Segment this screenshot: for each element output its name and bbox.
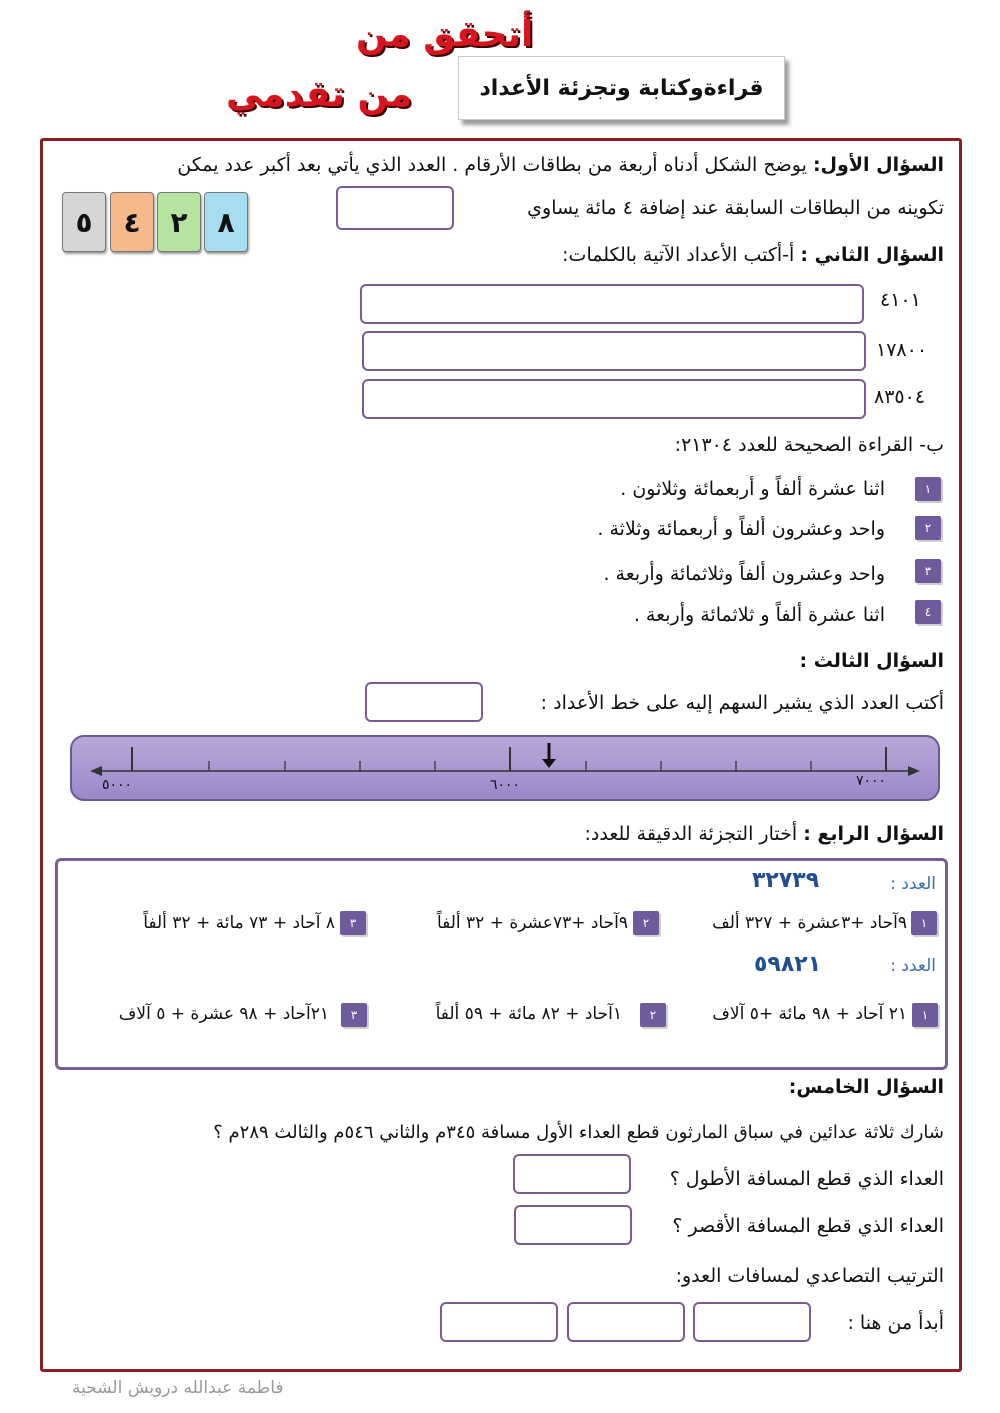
q2-answer-box-3[interactable] xyxy=(362,379,866,419)
number-line-ticks xyxy=(132,747,886,771)
q2-answer-box-2[interactable] xyxy=(362,331,866,371)
q2-option-badge-4[interactable] xyxy=(915,600,941,624)
q4-item2-num-3: ٣ xyxy=(350,1008,358,1022)
q5-order-box-2[interactable] xyxy=(567,1302,685,1342)
q5-shortest-answer-box[interactable] xyxy=(514,1205,632,1245)
digit-card-2 xyxy=(157,192,201,252)
digit-cards xyxy=(62,192,248,254)
q2-answer-box-1[interactable] xyxy=(360,284,864,324)
q2-option-text-4[interactable]: اثنا عشرة ألفاً و ثلاثمائة وأربعة . xyxy=(633,604,885,626)
lesson-title: قراءةوكتابة وتجزئة الأعداد xyxy=(479,75,764,101)
title-line1: أتحقق من xyxy=(356,14,534,55)
q4-item2-num-1: ١ xyxy=(921,1008,929,1022)
q5-start: أبدأ من هنا : xyxy=(847,1312,944,1334)
q2-option-text-3[interactable]: واحد وعشرون ألفاً وثلاثمائة وأربعة . xyxy=(603,563,885,585)
q4-line xyxy=(585,821,944,847)
q2-number-3: ٨٣٥٠٤ xyxy=(874,386,926,408)
digit-card-5-label: ٥ xyxy=(75,205,93,239)
q1-answer-box[interactable] xyxy=(336,186,454,230)
q4-item1-num-3: ٣ xyxy=(349,916,357,930)
number-line-label-left: ٥٠٠٠ xyxy=(102,777,133,793)
q5-order-box-1[interactable] xyxy=(693,1302,811,1342)
q4-item1-num-1: ١ xyxy=(920,916,928,930)
author-signature: فاطمة عبدالله درويش الشحية xyxy=(72,1378,284,1398)
q4-item2-label: العدد : xyxy=(890,956,936,976)
q2-option-num-4: ٤ xyxy=(924,605,932,619)
q2-option-text-1[interactable]: اثنا عشرة ألفاً و أربعمائة وثلاثون . xyxy=(620,478,885,500)
q2-option-badge-2[interactable] xyxy=(915,516,941,540)
q4-item2-badge-1[interactable] xyxy=(912,1003,938,1027)
digit-card-5 xyxy=(62,192,106,252)
q5-shortest: العداء الذي قطع المسافة الأقصر ؟ xyxy=(672,1215,944,1237)
q4-item1-option-1[interactable]: ٩آحاد +٣عشرة + ٣٢٧ ألف xyxy=(712,913,907,933)
q4-heading: السؤال الرابع : xyxy=(803,823,944,845)
q4-item2-option-3[interactable]: ٢١آحاد + ٩٨ عشرة + ٥ آلاف xyxy=(118,1004,329,1024)
q1-line1 xyxy=(177,152,944,178)
q5-heading: السؤال الخامس: xyxy=(788,1076,944,1098)
q4-item1-badge-1[interactable] xyxy=(911,911,937,935)
q4-item2-option-1[interactable]: ٢١ آحاد + ٩٨ مائة +٥ آلاف xyxy=(712,1004,907,1024)
q2-option-num-1: ١ xyxy=(924,482,932,496)
digit-card-4 xyxy=(110,192,154,252)
q1-text-line2: تكوينه من البطاقات السابقة عند إضافة ٤ مائة يساوي xyxy=(527,197,944,219)
number-line-label-middle: ٦٠٠٠ xyxy=(490,777,521,793)
q4-item1-num-2: ٢ xyxy=(642,916,650,930)
q2-option-text-2[interactable]: واحد وعشرون ألفاً و أربعمائة وثلاثة . xyxy=(597,518,885,540)
digit-card-8 xyxy=(204,192,248,252)
q4-item2-badge-2[interactable] xyxy=(640,1003,666,1027)
q4-item2-option-2[interactable]: ١آحاد + ٨٢ مائة + ٥٩ ألفاً xyxy=(435,1004,622,1024)
q2-option-badge-1[interactable] xyxy=(915,477,941,501)
q2-number-1: ٤١٠١ xyxy=(880,289,921,311)
q2-part-b: ب- القراءة الصحيحة للعدد ٢١٣٠٤: xyxy=(674,434,944,456)
digit-card-4-label: ٤ xyxy=(123,205,141,239)
q3-heading: السؤال الثالث : xyxy=(799,650,944,672)
q4-item1-option-2[interactable]: ٩آحاد +٧٣عشرة + ٣٢ ألفاً xyxy=(436,913,628,933)
q4-item2-number: ٥٩٨٢١ xyxy=(754,952,822,977)
q4-item1-label: العدد : xyxy=(890,874,936,894)
q5-order: الترتيب التصاعدي لمسافات العدو: xyxy=(675,1265,944,1287)
q5-statement: شارك ثلاثة عدائين في سباق المارثون قطع العداء الأول مسافة ٣٤٥م والثاني ٥٤٦م والثالث ٢٨٩م ؟ xyxy=(213,1122,944,1143)
q4-instruction: أختار التجزئة الدقيقة للعدد: xyxy=(584,823,798,845)
digit-card-8-label: ٨ xyxy=(217,205,235,239)
q4-item1-option-3[interactable]: ٨ آحاد + ٧٣ مائة + ٣٢ ألفاً xyxy=(143,913,335,933)
q5-longest: العداء الذي قطع المسافة الأطول ؟ xyxy=(669,1168,944,1190)
digit-card-2-label: ٢ xyxy=(170,205,188,239)
q2-option-num-2: ٢ xyxy=(924,521,932,535)
q4-item2-badge-3[interactable] xyxy=(341,1003,367,1027)
q1-text-line1: يوضح الشكل أدناه أربعة من بطاقات الأرقام . العدد الذي يأتي بعد أكبر عدد يمكن xyxy=(177,154,807,176)
q5-longest-answer-box[interactable] xyxy=(513,1154,631,1194)
q3-instruction: أكتب العدد الذي يشير السهم إليه على خط الأعداد : xyxy=(540,692,944,714)
q4-item1-badge-2[interactable] xyxy=(633,911,659,935)
number-line-label-right: ٧٠٠٠ xyxy=(856,773,887,789)
q4-item2-num-2: ٢ xyxy=(649,1008,657,1022)
q2-part-a: أ-أكتب الأعداد الآتية بالكلمات: xyxy=(562,244,795,266)
q2-number-2: ١٧٨٠٠ xyxy=(876,339,928,361)
q1-heading: السؤال الأول: xyxy=(812,154,944,176)
number-line-left-arrow xyxy=(90,766,102,776)
lesson-title-banner xyxy=(458,56,785,120)
q2-option-num-3: ٣ xyxy=(924,564,932,578)
q2-line xyxy=(562,242,944,268)
q2-heading: السؤال الثاني : xyxy=(800,244,944,266)
q3-answer-box[interactable] xyxy=(365,682,483,722)
q4-item1-number: ٣٢٧٣٩ xyxy=(752,868,820,893)
arrow-pointer-icon xyxy=(542,743,556,768)
number-line xyxy=(70,735,940,801)
number-line-right-arrow xyxy=(908,766,920,776)
q4-item1-badge-3[interactable] xyxy=(340,911,366,935)
q2-option-badge-3[interactable] xyxy=(915,559,941,583)
q5-order-box-3[interactable] xyxy=(440,1302,558,1342)
title-line2: من تقدمي xyxy=(226,74,413,115)
